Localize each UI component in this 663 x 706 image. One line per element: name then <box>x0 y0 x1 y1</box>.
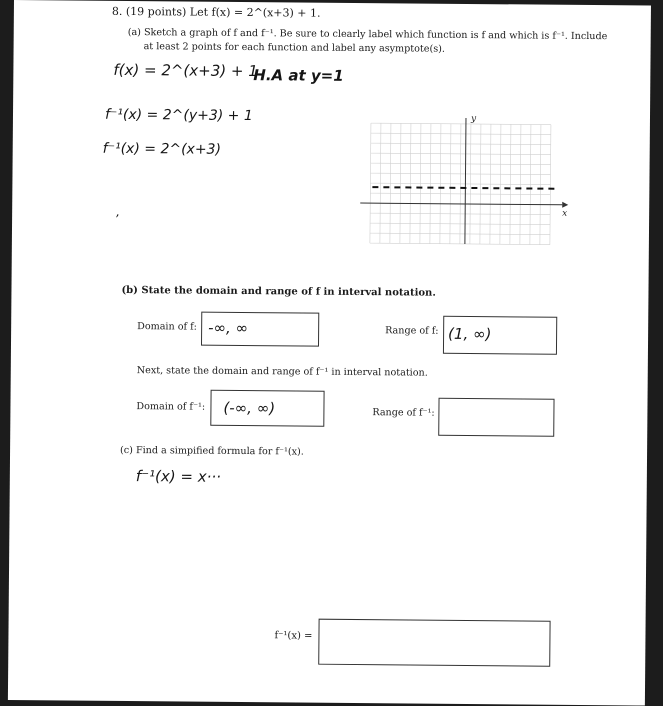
coordinate-grid <box>350 115 571 247</box>
range-f-answer: (1, ∞) <box>448 324 492 344</box>
range-finv-answer-box[interactable] <box>438 398 554 437</box>
final-answer-box[interactable] <box>318 619 550 667</box>
domain-f-answer-box[interactable] <box>201 312 319 347</box>
domain-finv-answer-box[interactable] <box>210 390 324 427</box>
y-axis-label: y <box>470 113 477 125</box>
x-axis-arrow <box>562 202 568 208</box>
handwritten-inverse-result: f⁻¹(x) = 2^(x+3) <box>102 140 222 158</box>
grid-lines <box>370 123 551 245</box>
grid-svg <box>350 115 571 247</box>
domain-f-answer: -∞, ∞ <box>208 318 249 338</box>
final-answer-label: f⁻¹(x) = <box>274 630 313 642</box>
next-instructions: Next, state the domain and range of f⁻¹ in interval notation. <box>136 365 428 379</box>
part-c-instructions: (c) Find a simpified formula for f⁻¹(x). <box>120 444 304 458</box>
x-axis <box>360 203 562 205</box>
range-f-answer-box[interactable] <box>443 316 557 355</box>
stray-mark: , <box>116 204 121 219</box>
y-axis <box>465 118 466 244</box>
part-b-instructions: (b) State the domain and range of f in interval notation. <box>121 284 436 299</box>
domain-finv-answer: (-∞, ∞) <box>223 398 276 418</box>
handwritten-f-definition: f(x) = 2^(x+3) + 1 <box>113 60 258 81</box>
problem-header: 8. (19 points) Let f(x) = 2^(x+3) + 1. <box>111 4 321 20</box>
handwritten-asymptote-note: H.A at y=1 <box>253 66 344 85</box>
part-a-instructions-line2: at least 2 points for each function and label any asymptote(s). <box>143 41 445 55</box>
worksheet-page <box>8 0 651 706</box>
domain-finv-label: Domain of f⁻¹: <box>136 401 206 413</box>
x-axis-label: x <box>562 208 568 219</box>
domain-f-label: Domain of f: <box>137 321 197 333</box>
part-c-handwritten-answer: f⁻¹(x) = x··· <box>135 467 222 486</box>
part-a-instructions-line1: (a) Sketch a graph of f and f⁻¹. Be sure to clearly label which function is f and which is f⁻¹. Include <box>127 26 608 43</box>
handwritten-inverse-step: f⁻¹(x) = 2^(y+3) + 1 <box>104 106 253 125</box>
range-finv-label: Range of f⁻¹: <box>372 407 435 419</box>
asymptote-dashed-line <box>372 187 555 189</box>
range-f-label: Range of f: <box>385 325 439 337</box>
